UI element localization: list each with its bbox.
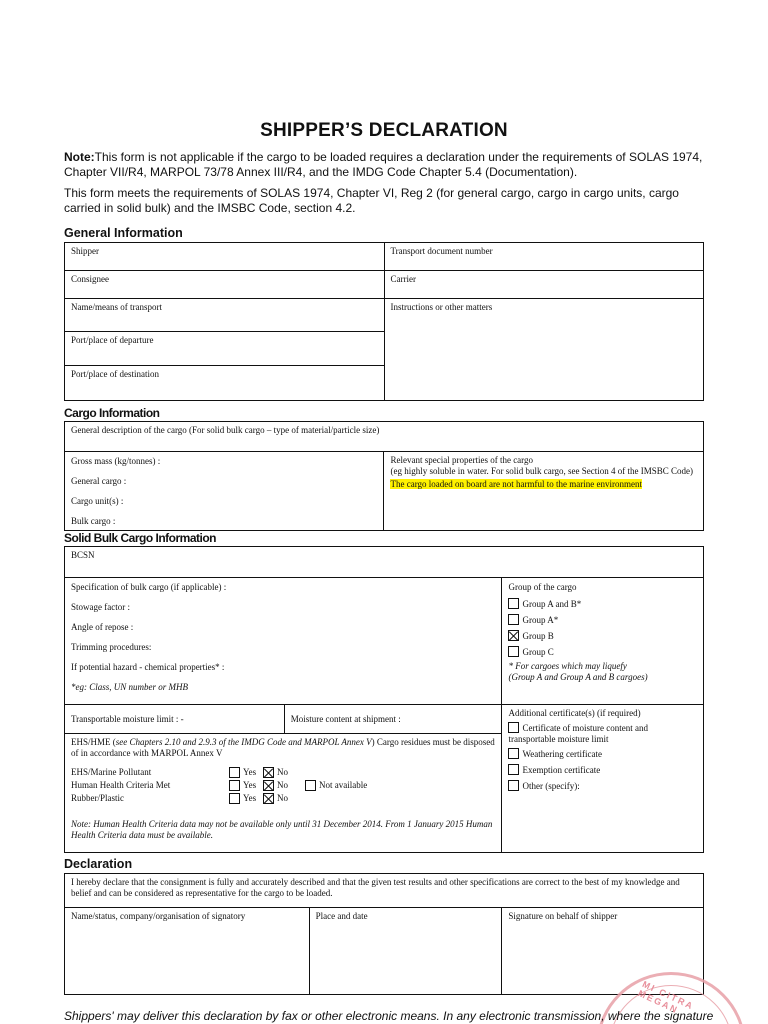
note-text: This form is not applicable if the cargo to be loaded requires a declaration under the requirements of SOLAS 1974, Chapter VII/R4, MARPOL 73/78 Annex III/R4, and the IMDG Code Chapter 5.4 (Documentation). [64, 150, 703, 179]
checked-checkbox-icon[interactable] [263, 793, 274, 804]
ehs-row: EHS/Marine Pollutant Yes No [71, 767, 288, 777]
bulk-spec-cell[interactable] [65, 578, 502, 705]
cargo-description-field[interactable]: General description of the cargo (For solid bulk cargo – type of material/particle size) [65, 422, 704, 452]
hazard-example: *eg: Class, UN number or MHB [71, 682, 188, 692]
gross-mass-label: Gross mass (kg/tonnes) : [71, 456, 161, 466]
port-departure-field[interactable]: Port/place of departure [65, 332, 385, 366]
certificate-option[interactable]: Certificate of moisture content and transportable moisture limit [508, 723, 648, 744]
additional-heading: Additional certificate(s) (if required) [508, 708, 641, 718]
cargo-mass-cell[interactable] [65, 452, 384, 531]
cargo-group-cell [502, 578, 704, 705]
note-label: Note: [64, 150, 95, 164]
group-note: * For cargoes which may liquefy [508, 661, 627, 671]
checkbox-icon[interactable] [508, 780, 519, 791]
declaration-table [64, 873, 704, 995]
transport-doc-field[interactable]: Transport document number [384, 243, 704, 271]
solid-bulk-table [64, 546, 704, 853]
group-heading: Group of the cargo [508, 582, 577, 592]
repose-label: Angle of repose : [71, 622, 134, 632]
spec-label: Specification of bulk cargo (if applicable) : [71, 582, 227, 592]
declaration-statement: I hereby declare that the consignment is fully and accurately described and that the given test results and other specifications are correct to the best of my knowledge and belief and can be considered as representative for the cargo to be loaded. [65, 874, 704, 908]
note-paragraph [64, 150, 714, 180]
hhc-note: Note: Human Health Criteria data may not be available only until 31 December 2014. From 1 January 2015 Human Health Criteria data must be available. [71, 819, 493, 840]
declaration-heading: Declaration [64, 857, 133, 871]
trimming-label: Trimming procedures: [71, 642, 152, 652]
moisture-field[interactable]: Moisture content at shipment : [284, 705, 502, 734]
cargo-heading: Cargo Information [64, 406, 160, 420]
group-option[interactable]: Group A and B* [508, 598, 697, 610]
group-note: (Group A and Group A and B cargoes) [508, 672, 648, 682]
cargo-table [64, 421, 704, 531]
checkbox-icon[interactable] [229, 767, 240, 778]
ehs-cell [65, 734, 502, 853]
checkbox-icon[interactable] [508, 748, 519, 759]
certificate-option[interactable]: Weathering certificate [508, 748, 697, 760]
port-destination-field[interactable]: Port/place of destination [65, 366, 385, 401]
checked-checkbox-icon[interactable] [508, 630, 519, 641]
checkbox-icon[interactable] [508, 646, 519, 657]
stamp-text: MI CITRA MEGAN [636, 979, 696, 1016]
transport-means-field[interactable]: Name/means of transport [65, 299, 385, 332]
bcsn-field[interactable]: BCSN [65, 547, 704, 578]
additional-certificates-cell [502, 705, 704, 853]
footer-note: Shippers' may deliver this declaration by fax or other electronic means. In any electronic transmission, where the signature [64, 1009, 714, 1023]
signature-field[interactable]: Signature on behalf of shipper [502, 908, 704, 995]
hazard-label: If potential hazard - chemical properties* : [71, 662, 225, 672]
requirements-paragraph: This form meets the requirements of SOLAS 1974, Chapter VI, Reg 2 (for general cargo, cargo in cargo units, cargo carried in solid bulk) and the IMSBC Code, section 4.2. [64, 186, 679, 215]
special-properties-hint: (eg highly soluble in water. For solid bulk cargo, see Section 4 of the IMSBC Code) [390, 466, 694, 476]
general-heading: General Information [64, 226, 183, 240]
checkbox-icon[interactable] [229, 793, 240, 804]
consignee-field[interactable]: Consignee [65, 271, 385, 299]
checkbox-icon[interactable] [508, 764, 519, 775]
checkbox-icon[interactable] [508, 722, 519, 733]
stowage-label: Stowage factor : [71, 602, 130, 612]
certificate-option[interactable]: Other (specify): [508, 780, 697, 792]
checkbox-icon[interactable] [305, 780, 316, 791]
signatory-name-field[interactable]: Name/status, company/organisation of signatory [65, 908, 310, 995]
checkbox-icon[interactable] [508, 614, 519, 625]
instructions-field[interactable]: Instructions or other matters [384, 299, 704, 401]
solid-bulk-heading: Solid Bulk Cargo Information [64, 531, 217, 545]
general-cargo-label: General cargo : [71, 476, 127, 486]
special-properties-value: The cargo loaded on board are not harmful to the marine environment [390, 479, 642, 489]
group-option[interactable]: Group B [508, 630, 697, 642]
ehs-description: EHS/HME (see Chapters 2.10 and 2.9.3 of the IMDG Code and MARPOL Annex V) Cargo residues must be disposed of in accordance with MARPOL Annex V [71, 737, 495, 758]
certificate-option[interactable]: Exemption certificate [508, 764, 697, 776]
ehs-row: Rubber/Plastic Yes No [71, 793, 288, 803]
place-date-field[interactable]: Place and date [309, 908, 502, 995]
general-table [64, 242, 704, 401]
checkbox-icon[interactable] [229, 780, 240, 791]
tml-field[interactable]: Transportable moisture limit : - [65, 705, 285, 734]
bulk-cargo-label: Bulk cargo : [71, 516, 116, 526]
special-properties-label: Relevant special properties of the cargo [390, 455, 534, 465]
cargo-units-label: Cargo unit(s) : [71, 496, 124, 506]
shipper-field[interactable]: Shipper [65, 243, 385, 271]
ehs-row: Human Health Criteria Met Yes No Not available [71, 780, 368, 790]
checked-checkbox-icon[interactable] [263, 767, 274, 778]
checkbox-icon[interactable] [508, 598, 519, 609]
group-option[interactable]: Group C [508, 646, 697, 658]
special-properties-cell[interactable] [384, 452, 704, 531]
group-option[interactable]: Group A* [508, 614, 697, 626]
checked-checkbox-icon[interactable] [263, 780, 274, 791]
carrier-field[interactable]: Carrier [384, 271, 704, 299]
page-title: SHIPPER’S DECLARATION [260, 120, 508, 141]
